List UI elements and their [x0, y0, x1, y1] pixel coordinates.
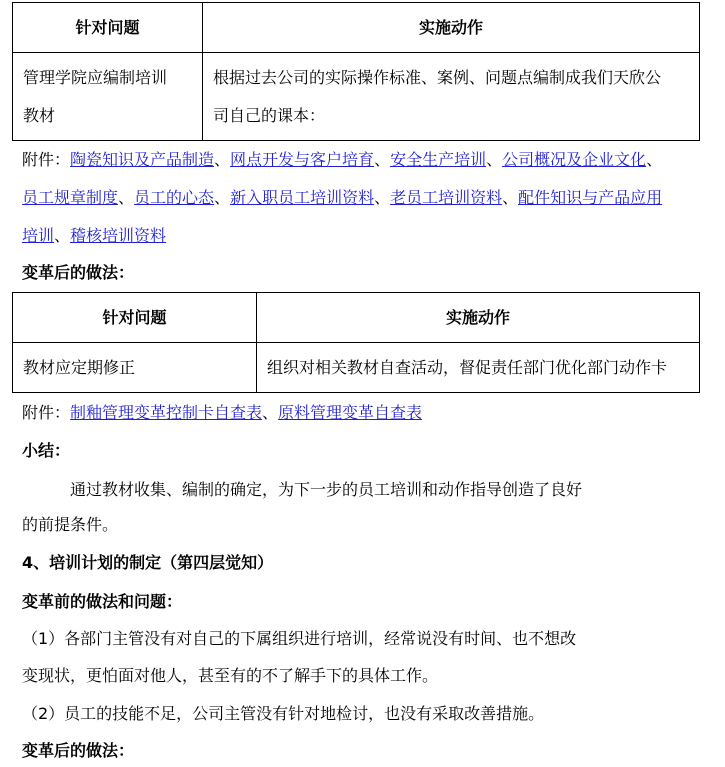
section-heading: 4、培训计划的制定（第四层觉知） — [22, 553, 274, 572]
header-problem: 针对问题 — [13, 3, 203, 53]
attachments-line-2 — [22, 187, 662, 209]
attachments-line-3 — [22, 225, 166, 247]
cell-action: 组织对相关教材自查活动，督促责任部门优化部门动作卡 — [257, 343, 700, 393]
header-action: 实施动作 — [203, 3, 700, 53]
cell-action-line: 根据过去公司的实际操作标准、案例、问题点编制成我们天欣公 — [213, 67, 662, 87]
summary-heading: 小结： — [22, 441, 71, 460]
separator: 、 — [374, 188, 391, 207]
attachment-link[interactable]: 培训 — [22, 226, 55, 245]
attachment-link[interactable]: 安全生产培训 — [390, 150, 487, 169]
attachment-link[interactable]: 原料管理变革自查表 — [278, 403, 423, 422]
before-heading: 变革前的做法和问题： — [22, 592, 183, 611]
cell-problem-line: 管理学院应编制培训 — [23, 67, 168, 87]
summary-text-line: 的前提条件。 — [22, 515, 119, 534]
after-heading: 变革后的做法： — [22, 263, 135, 282]
table-implementation-2 — [12, 292, 700, 393]
table-row — [13, 343, 700, 393]
attachment-link[interactable]: 配件知识与产品应用 — [518, 188, 663, 207]
issue-item: （1）各部门主管没有对自己的下属组织进行培训，经常说没有时间、也不想改 — [22, 629, 577, 648]
attachment-link[interactable]: 陶瓷知识及产品制造 — [70, 150, 215, 169]
separator: 、 — [118, 188, 135, 207]
table-header-row — [13, 293, 700, 343]
cell-problem — [13, 53, 203, 141]
separator: 、 — [502, 188, 519, 207]
attachment-link[interactable]: 网点开发与客户培育 — [230, 150, 375, 169]
attachment-link[interactable]: 员工的心态 — [134, 188, 215, 207]
cell-action-line: 司自己的课本： — [213, 105, 326, 125]
issue-item: （2）员工的技能不足，公司主管没有针对地检讨，也没有采取改善措施。 — [22, 704, 545, 723]
separator: 、 — [214, 150, 231, 169]
summary-text-line: 通过教材收集、编制的确定，为下一步的员工培训和动作指导创造了良好 — [70, 480, 583, 499]
cell-problem-line: 教材 — [23, 105, 56, 125]
header-problem: 针对问题 — [13, 293, 257, 343]
separator: 、 — [374, 150, 391, 169]
attachments-line — [22, 402, 422, 424]
separator: 、 — [486, 150, 503, 169]
attachment-link[interactable]: 新入职员工培训资料 — [230, 188, 375, 207]
table-implementation-1 — [12, 2, 700, 141]
after-heading: 变革后的做法： — [22, 741, 135, 760]
header-action: 实施动作 — [257, 293, 700, 343]
cell-problem: 教材应定期修正 — [13, 343, 257, 393]
attachments-line-1 — [22, 149, 662, 171]
separator: 、 — [54, 226, 71, 245]
separator: 、 — [262, 403, 279, 422]
attachment-link[interactable]: 公司概况及企业文化 — [502, 150, 647, 169]
issue-item-continued: 变现状，更怕面对他人，甚至有的不了解手下的具体工作。 — [22, 666, 439, 685]
attachment-link[interactable]: 稽核培训资料 — [70, 226, 167, 245]
attachment-link[interactable]: 员工规章制度 — [22, 188, 119, 207]
separator: 、 — [646, 150, 663, 169]
separator: 、 — [214, 188, 231, 207]
attachment-link[interactable]: 制釉管理变革控制卡自查表 — [70, 403, 263, 422]
table-header-row — [13, 3, 700, 53]
attachments-prefix: 附件： — [22, 403, 71, 422]
attachment-link[interactable]: 老员工培训资料 — [390, 188, 503, 207]
cell-action — [203, 53, 700, 141]
table-row — [13, 53, 700, 141]
attachments-prefix: 附件： — [22, 150, 71, 169]
